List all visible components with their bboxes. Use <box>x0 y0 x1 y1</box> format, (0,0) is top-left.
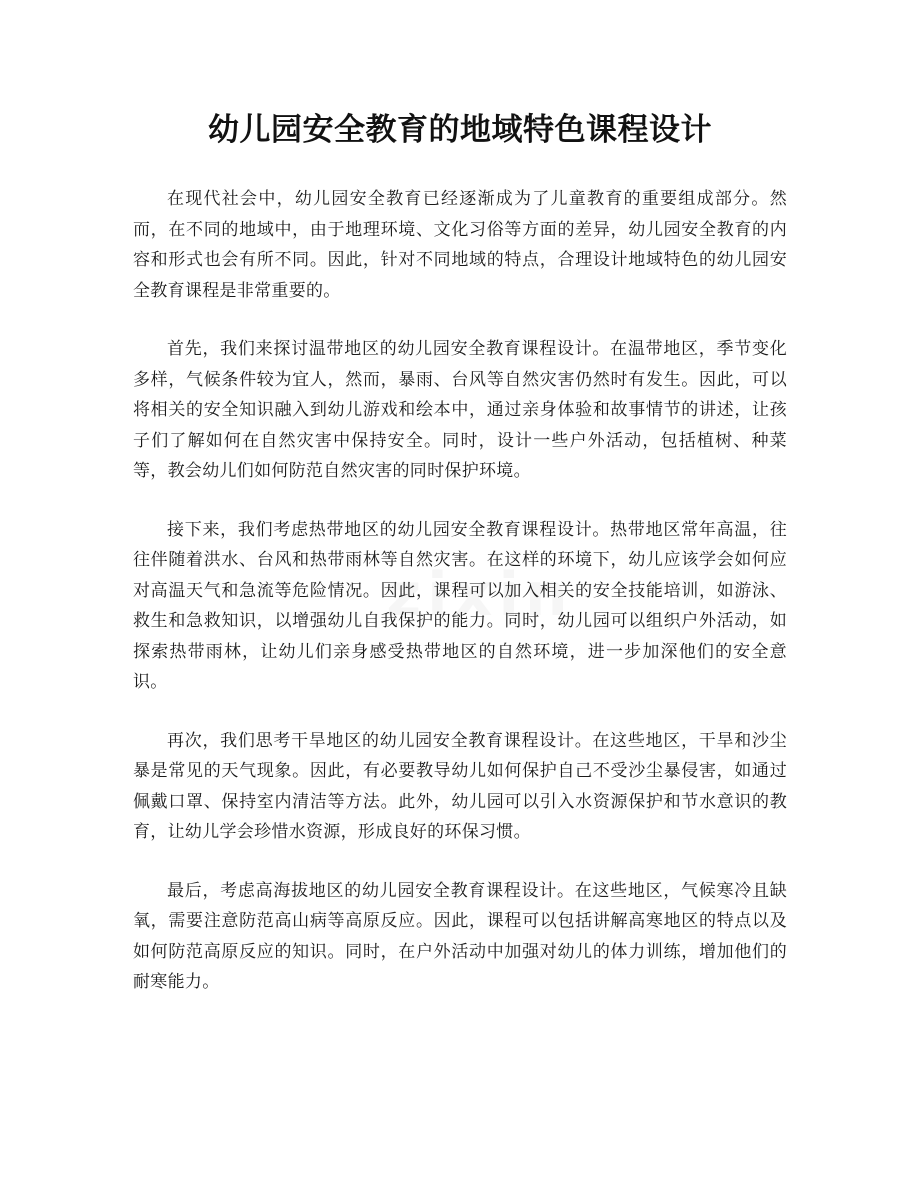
paragraph-intro: 在现代社会中，幼儿园安全教育已经逐渐成为了儿童教育的重要组成部分。然而，在不同的地域中，由于地理环境、文化习俗等方面的差异，幼儿园安全教育的内容和形式也会有所不同。因此，针对不同地域的特点，合理设计地域特色的幼儿园安全教育课程是非常重要的。 <box>133 189 787 301</box>
paragraph-temperate: 首先，我们来探讨温带地区的幼儿园安全教育课程设计。在温带地区，季节变化多样，气候条件较为宜人，然而，暴雨、台风等自然灾害仍然时有发生。因此，可以将相关的安全知识融入到幼儿游戏和绘本中，通过亲身体验和故事情节的讲述，让孩子们了解如何在自然灾害中保持安全。同时，设计一些户外活动，包括植树、种菜等，教会幼儿们如何防范自然灾害的同时保护环境。 <box>133 339 787 481</box>
paragraph-tropical: 接下来，我们考虑热带地区的幼儿园安全教育课程设计。热带地区常年高温，往往伴随着洪水、台风和热带雨林等自然灾害。在这样的环境下，幼儿应该学会如何应对高温天气和急流等危险情况。因此，课程可以加入相关的安全技能培训，如游泳、救生和急救知识，以增强幼儿自我保护的能力。同时，幼儿园可以组织户外活动，如探索热带雨林，让幼儿们亲身感受热带地区的自然环境，进一步加深他们的安全意识。 <box>133 519 787 692</box>
paragraph-high-altitude: 最后，考虑高海拔地区的幼儿园安全教育课程设计。在这些地区，气候寒冷且缺氧，需要注意防范高山病等高原反应。因此，课程可以包括讲解高寒地区的特点以及如何防范高原反应的知识。同时，在户外活动中加强对幼儿的体力训练，增加他们的耐寒能力。 <box>133 880 787 992</box>
document-title: 幼儿园安全教育的地域特色课程设计 <box>208 112 712 148</box>
paragraph-arid: 再次，我们思考干旱地区的幼儿园安全教育课程设计。在这些地区，干旱和沙尘暴是常见的天气现象。因此，有必要教导幼儿如何保护自己不受沙尘暴侵害，如通过佩戴口罩、保持室内清洁等方法。此外，幼儿园可以引入水资源保护和节水意识的教育，让幼儿学会珍惜水资源，形成良好的环保习惯。 <box>133 730 787 842</box>
document-body <box>133 184 787 1026</box>
